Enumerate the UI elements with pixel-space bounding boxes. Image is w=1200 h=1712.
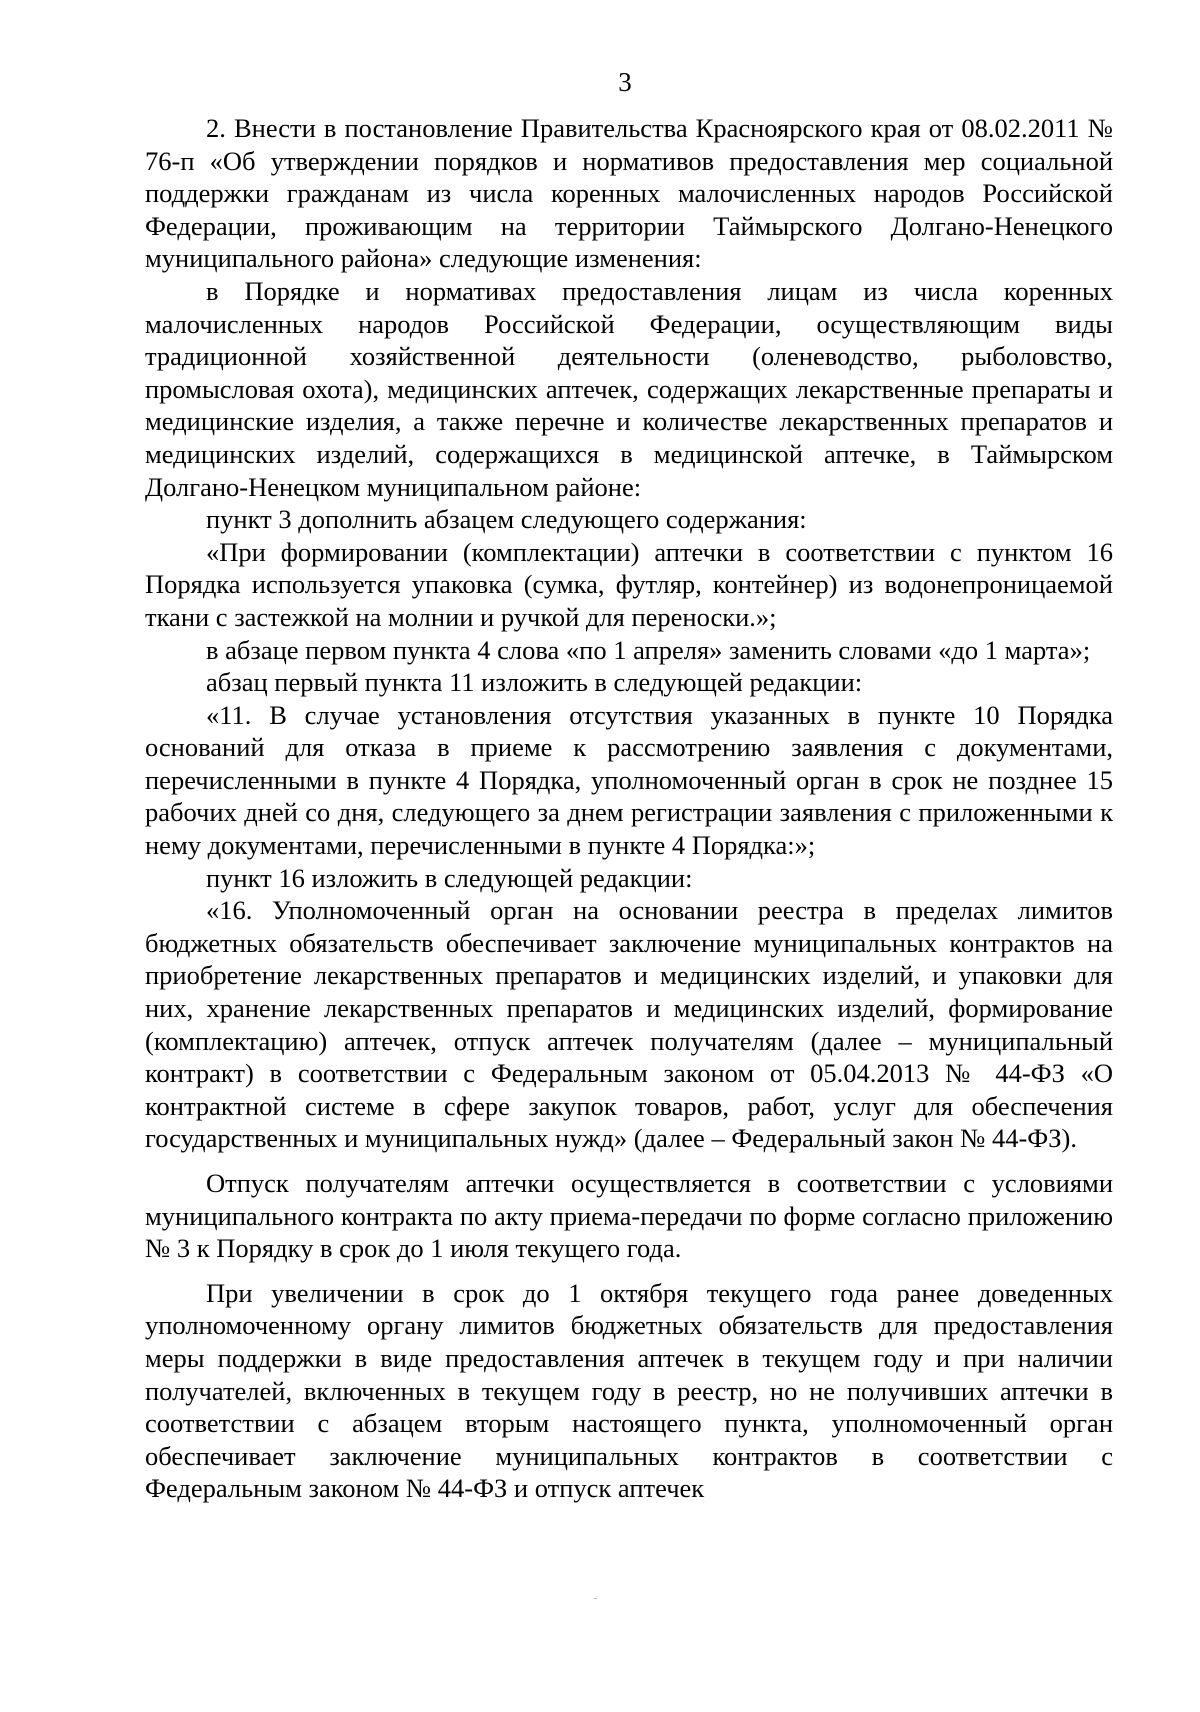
- paragraph-point-11-instruction: абзац первый пункта 11 изложить в следующей редакции:: [206, 667, 863, 698]
- paragraph-point-16-text: «16. Уполномоченный орган на основании реестра в пределах лимитов бюджетных обязательств обеспечивает заключение муниципальных контрактов на приобретение лекарственных препаратов и медицинских изделий, и упаковки для них, хранение лекарственных препаратов и медицинских изделий, формирование (комплектацию) аптечек, отпуск аптечек получателям (далее – муниципальный контракт) в соответствии с Федеральным законом от 05.04.2013 № 44-ФЗ «О контрактной системе в сфере закупок товаров, работ, услуг для обеспечения государственных и муниципальных нужд» (далее – Федеральный закон № 44-ФЗ).: [145, 895, 1113, 1154]
- paragraph-point-4-instruction: в абзаце первом пункта 4 слова «по 1 апреля» заменить словами «до 1 марта»;: [206, 634, 1091, 665]
- paragraph-point-16-instruction: пункт 16 изложить в следующей редакции:: [206, 862, 693, 893]
- paragraph-point-3-text: «При формировании (комплектации) аптечки в соответствии с пунктом 16 Порядка используется упаковка (сумка, футляр, контейнер) из водонепроницаемой ткани с застежкой на молнии и ручкой для переноски.»;: [145, 536, 1113, 632]
- paragraph-limit-increase: При увеличении в срок до 1 октября текущего года ранее доведенных уполномоченному органу лимитов бюджетных обязательств для предоставления меры поддержки в виде предоставления аптечек в текущем году и при наличии получателей, включенных в текущем году в реестр, но не получивших аптечки в соответствии с абзацем вторым настоящего пункта, уполномоченный орган обеспечивает заключение муниципальных контрактов в соответствии с Федеральным законом № 44-ФЗ и отпуск аптечек: [145, 1277, 1113, 1504]
- document-body: [145, 112, 1113, 1505]
- page-number: 3: [618, 67, 632, 97]
- paragraph-point-11-text: «11. В случае установления отсутствия указанных в пункте 10 Порядка оснований для отказа в приеме к рассмотрению заявления с документами, перечисленными в пункте 4 Порядка, уполномоченный орган в срок не позднее 15 рабочих дней со дня, следующего за днем регистрации заявления с приложенными к нему документами, перечисленными в пункте 4 Порядка:»;: [145, 699, 1113, 861]
- paragraph-amendment-intro: 2. Внести в постановление Правительства Красноярского края от 08.02.2011 № 76-п «Об утверждении порядков и нормативов предоставления мер социальной поддержки гражданам из числа коренных малочисленных народов Российской Федерации, проживающим на территории Таймырского Долгано-Ненецкого муниципального района» следующие изменения:: [145, 113, 1113, 274]
- scan-artifact: [594, 1598, 597, 1599]
- paragraph-point-3-instruction: пункт 3 дополнить абзацем следующего содержания:: [206, 504, 807, 535]
- paragraph-dispensing-terms: Отпуск получателям аптечки осуществляется в соответствии с условиями муниципального контракта по акту приема-передачи по форме согласно приложению № 3 к Порядку в срок до 1 июля текущего года.: [145, 1168, 1113, 1264]
- paragraph-order-title: в Порядке и нормативах предоставления лицам из числа коренных малочисленных народов Российской Федерации, осуществляющим виды традиционной хозяйственной деятельности (оленеводство, рыболовство, промысловая охота), медицинских аптечек, содержащих лекарственные препараты и медицинские изделия, а также перечне и количестве лекарственных препаратов и медицинских изделий, содержащихся в медицинской аптечке, в Таймырском Долгано-Ненецком муниципальном районе:: [145, 275, 1113, 502]
